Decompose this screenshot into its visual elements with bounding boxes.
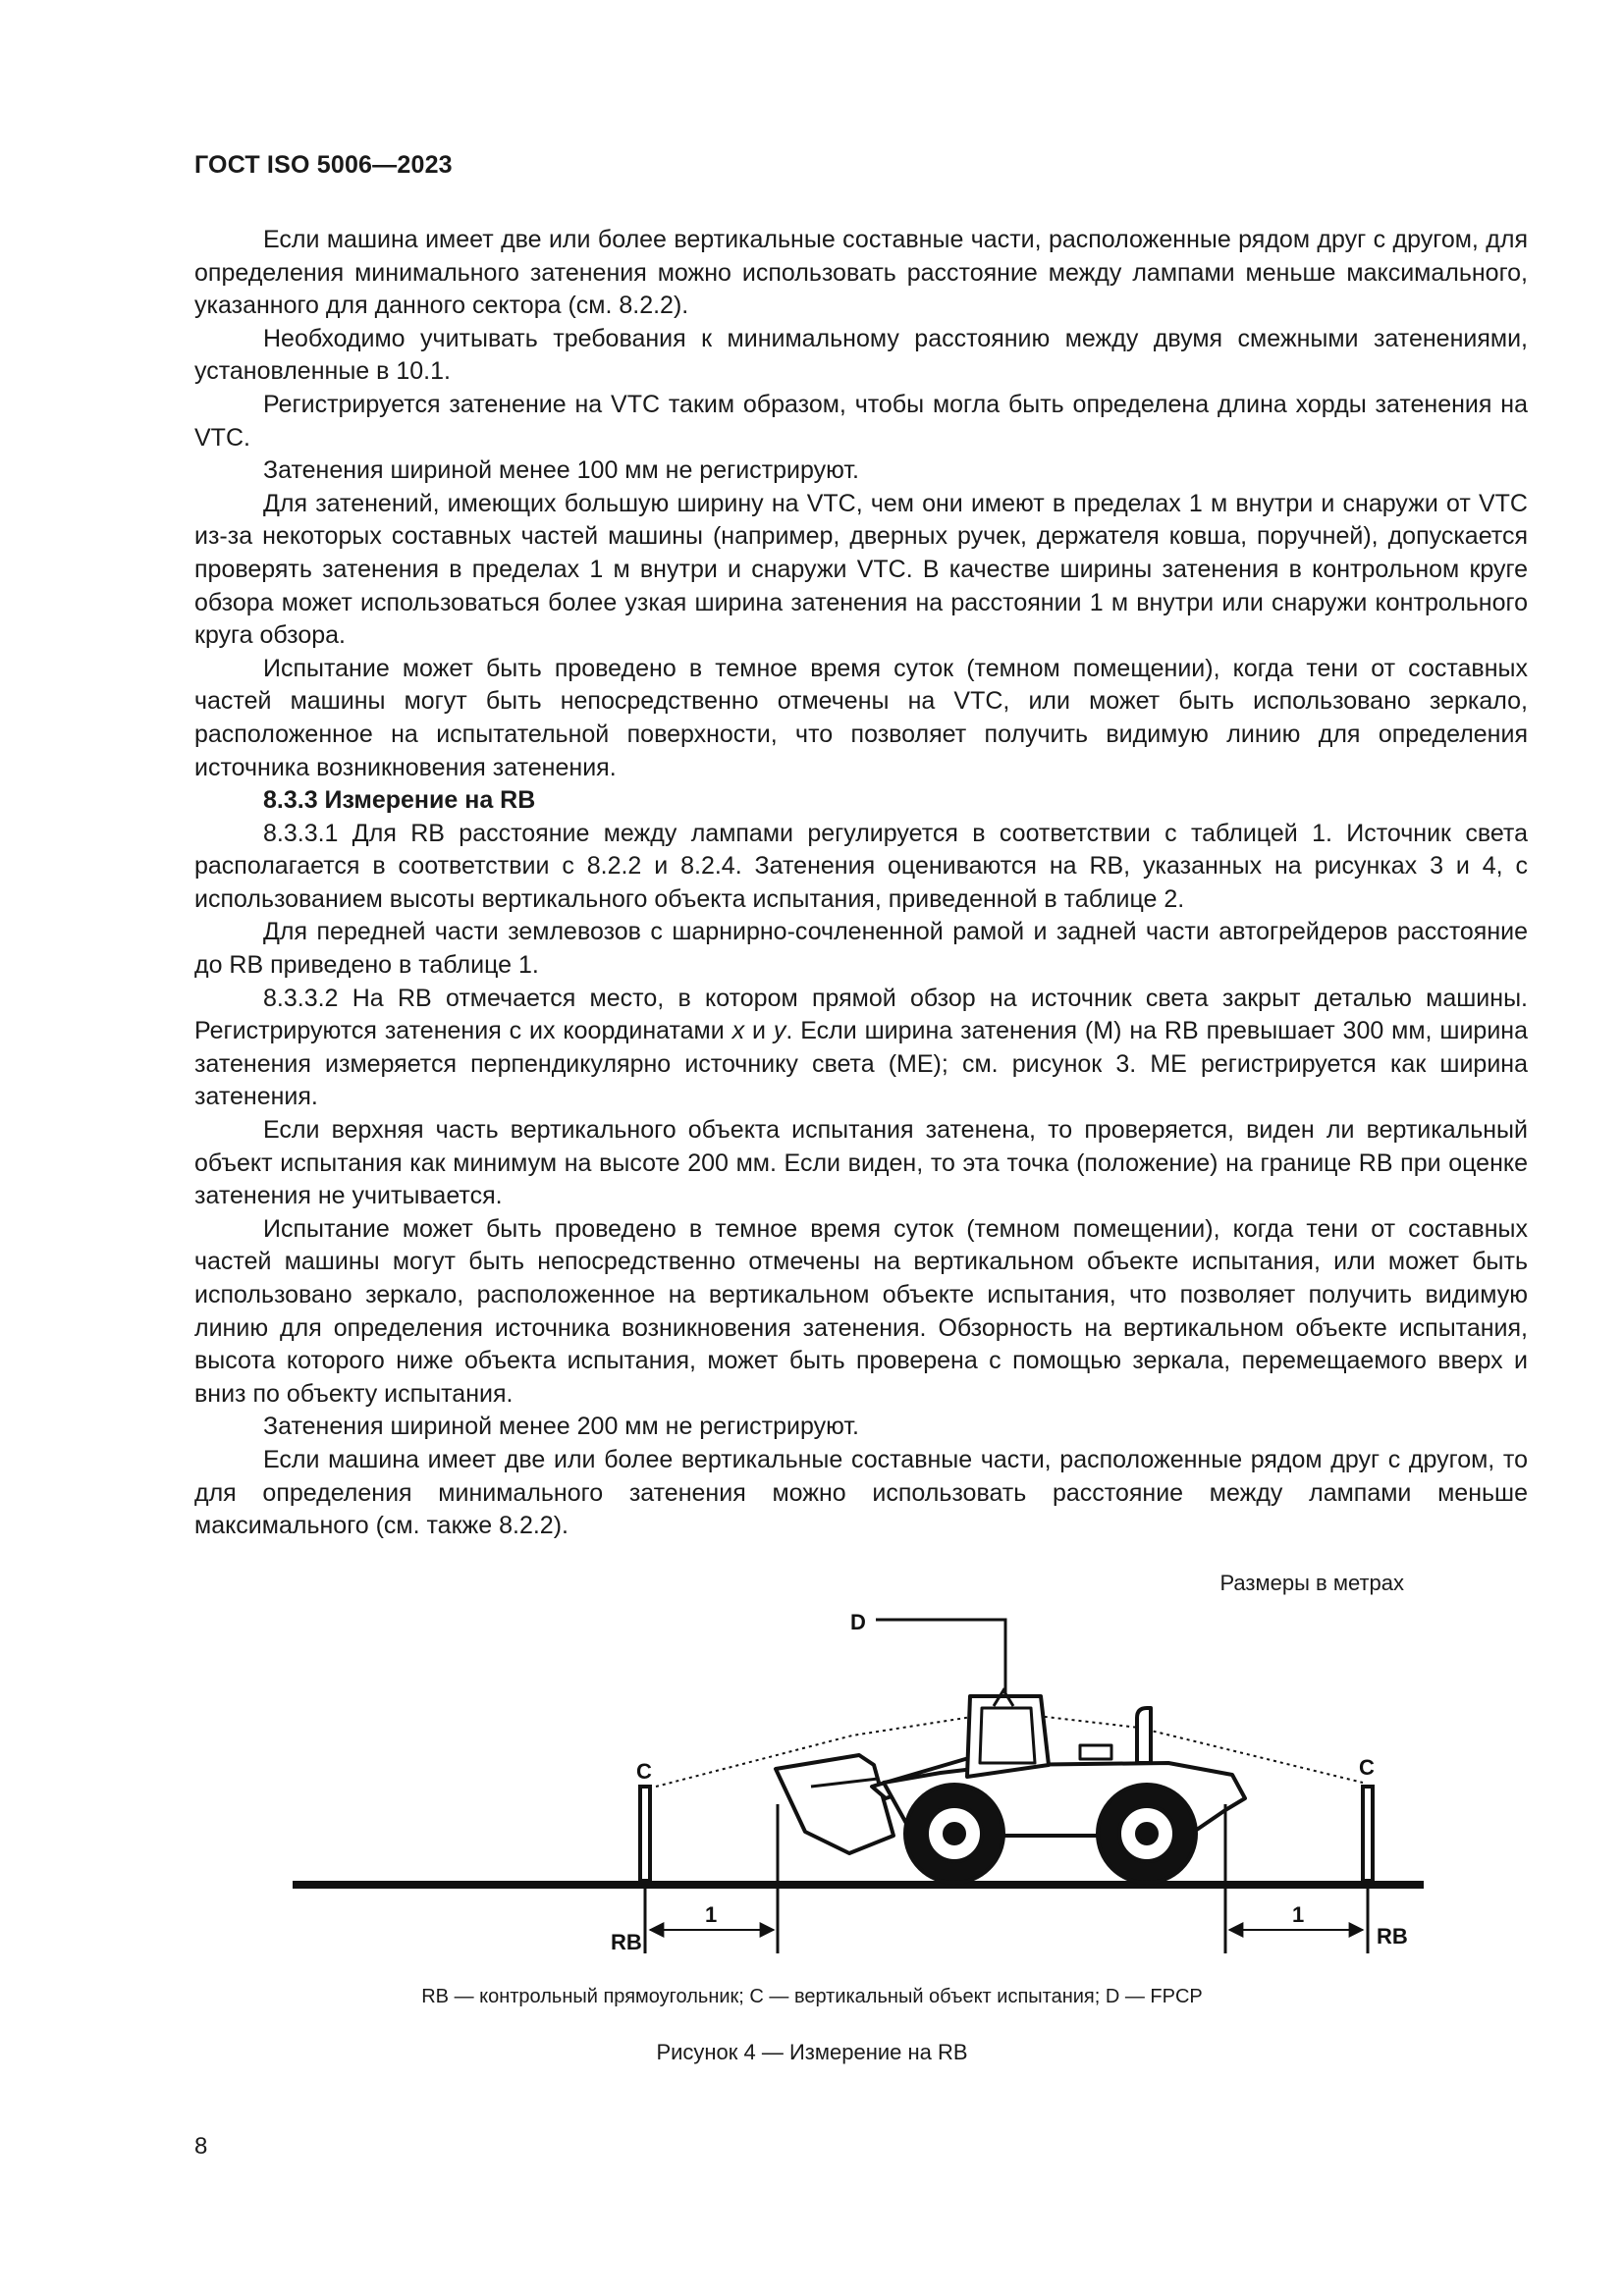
paragraph: Для затенений, имеющих большую ширину на VTC, чем они имеют в пределах 1 м внутри и снаружи от VTC из-за некоторых составных частей машины (например, дверных ручек, держателя ковша, поручней), допускается проверять затенения в пределах 1 м внутри и снаружи VTC. В качестве ширины затенения в контрольном круге обзора может использоваться более узкая ширина затенения на расстоянии 1 м внутри или снаружи контрольного круга обзора. [194,489,1528,650]
paragraph: Регистрируется затенение на VTC таким образом, чтобы могла быть определена длина хорды затенения на VTC. [194,390,1528,452]
label-c-right: C [1359,1755,1375,1780]
paragraph: Необходимо учитывать требования к минимальному расстоянию между двумя смежными затенениями, установленные в 10.1. [194,324,1528,386]
wheel-loader [776,1696,1245,1883]
paragraph: Для передней части землевозов с шарнирно-сочлененной рамой и задней части автогрейдеров расстояние до RB приведено в таблице 1. [194,918,1528,980]
paragraph-text: и [744,1017,774,1045]
paragraph: Если машина имеет две или более вертикальные составные части, расположенные рядом друг с другом, то для определения минимального затенения можно использовать расстояние между лампами меньше максимального (см. также 8.2.2). [194,1445,1528,1540]
label-rb-right: RB [1377,1924,1408,1949]
paragraph: Испытание может быть проведено в темное время суток (темном помещении), когда тени от составных частей машины могут быть непосредственно отмечены на вертикальном объекте испытания, или может быть использовано зеркало, расположенное на вертикальном объекте испытания, что позволяет получить видимую линию для определения источника возникновения затенения. Обзорность на вертикальном объекте испытания, высота которого ниже объекта испытания, может быть проверена с помощью зеркала, перемещаемого вверх и вниз по объекту испытания. [194,1214,1528,1408]
paragraph: Испытание может быть проведено в темное время суток (темном помещении), когда тени от составных частей машины могут быть непосредственно отмечены на VTC, или может быть использовано зеркало, расположенное на испытательной поверхности, что позволяет получить видимую линию для определения источника возникновения затенения. [194,654,1528,781]
dimension-label-left: 1 [705,1902,718,1927]
vertical-test-object-left [640,1787,650,1881]
section-heading: 8.3.3 Измерение на RB [263,786,536,815]
variable-y: y [773,1017,786,1045]
paragraph: 8.3.3.1 Для RB расстояние между лампами регулируется в соответствии с таблицей 1. Источник света располагается в соответствии с 8.2.2 и 8.2.4. Затенения оцениваются на RB, указанных на рисунках 3 и 4, с использованием высоты вертикального объекта испытания, приведенной в таблице 2. [194,819,1528,913]
figure-caption: Рисунок 4 — Измерение на RB [656,2040,968,2064]
variable-x: x [731,1017,745,1045]
label-d: D [850,1610,866,1634]
body-text [194,224,1528,1543]
label-c-left: C [636,1759,652,1784]
figure-rb-measurement [285,1590,1424,1963]
paragraph-text: 8.3.3.2 На RB отмечается место, в котором прямой обзор на источник света закрыт деталью машины. Регистрируются затенения с их координатами [194,984,1528,1045]
vertical-test-object-right [1363,1787,1373,1881]
dimension-label-right: 1 [1292,1902,1305,1927]
figure-legend: RB — контрольный прямоугольник; C — вертикальный объект испытания; D — FPCP [421,1986,1203,2007]
paragraph: Если верхняя часть вертикального объекта испытания затенена, то проверяется, виден ли вертикальный объект испытания как минимум на высоте 200 мм. Если виден, то эта точка (положение) на границе RB при оценке затенения не учитывается. [194,1116,1528,1210]
label-rb-left: RB [611,1930,642,1954]
paragraph [194,983,1528,1114]
leader-d [876,1620,1005,1696]
units-note: Размеры в метрах [1219,1571,1404,1595]
page-number: 8 [194,2133,208,2160]
paragraph: Затенения шириной менее 200 мм не регистрируют. [263,1413,859,1441]
document-header: ГОСТ ISO 5006—2023 [194,151,453,179]
paragraph: Затенения шириной менее 100 мм не регистрируют. [263,456,859,485]
paragraph: Если машина имеет две или более вертикальные составные части, расположенные рядом друг с другом, для определения минимального затенения можно использовать расстояние между лампами меньше максимального, указанного для данного сектора (см. 8.2.2). [194,226,1528,320]
ground-line [293,1881,1424,1889]
paragraph-text: . Если ширина затенения (M) на RB превышает 300 мм, ширина затенения измеряется перпендикулярно источнику света (ME); см. рисунок 3. ME регистрируется как ширина затенения. [194,1017,1529,1111]
